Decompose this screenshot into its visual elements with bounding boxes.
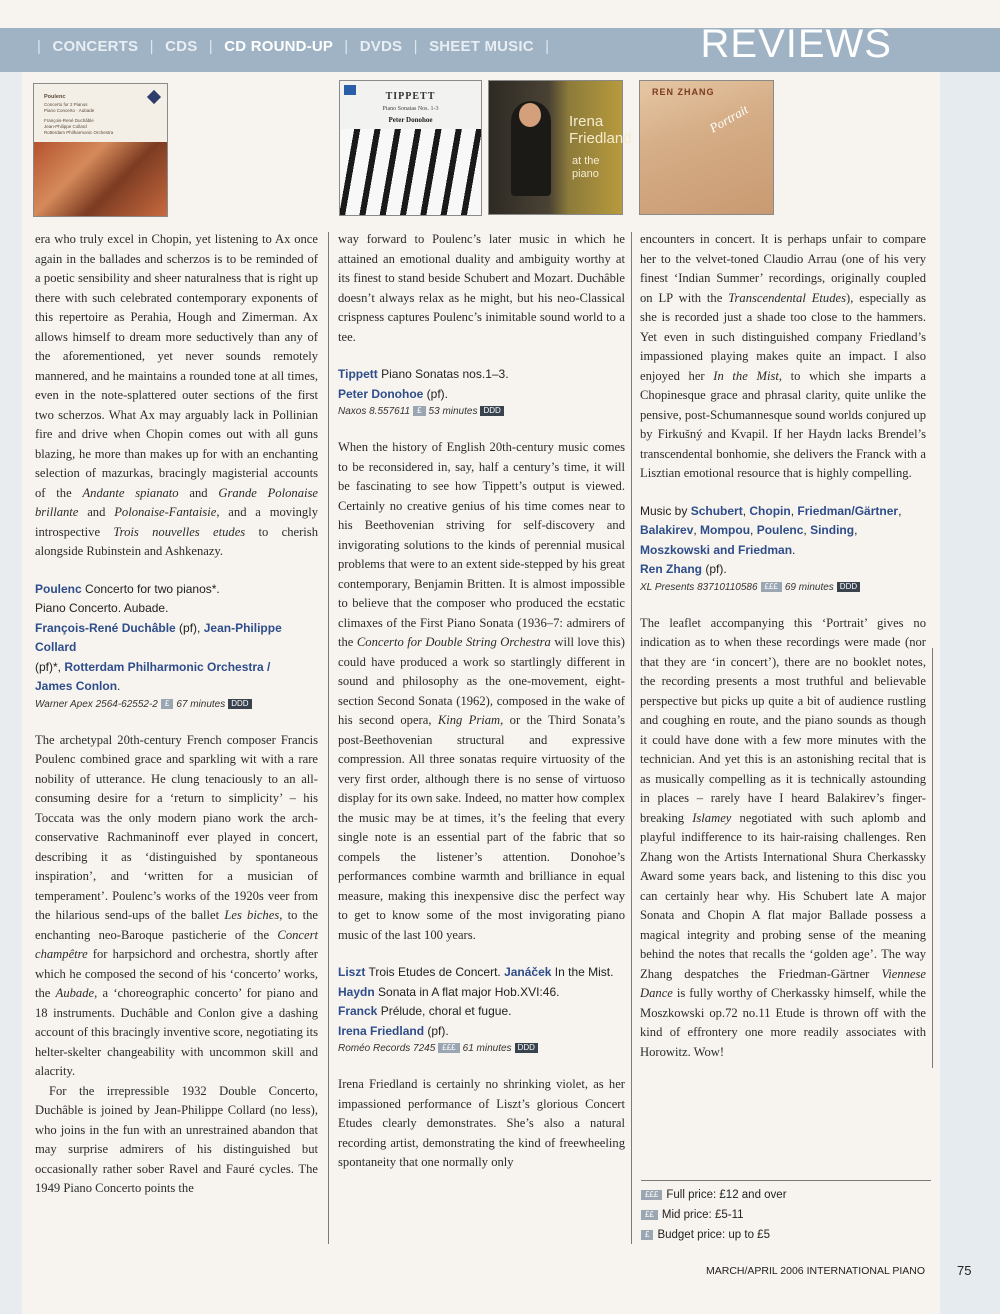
spacer <box>35 713 318 731</box>
price-badge: £ <box>161 699 173 709</box>
nav-separator: | <box>208 38 213 55</box>
spacer <box>640 596 926 614</box>
magazine-name: INTERNATIONAL PIANO <box>806 1265 926 1277</box>
nav-separator: | <box>545 38 550 55</box>
price-badge: £££ <box>438 1043 459 1053</box>
price-badge: £££ <box>641 1190 662 1200</box>
column-3 <box>640 230 926 1062</box>
review-paragraph: The archetypal 20th-century French composer Francis Poulenc combined grace and sparkling wit with a rare nobility of utterance. He clung tenaciously to an all-consuming desire for a ‘return to simplicity’ – his Toccata was the only modern piano work the arch-conservative Rachmaninoff ever played in concert, describing it as ‘distinguished by spontaneous inspiration’, and ‘written for a musician of temperament’. Poulenc’s works of the 1920s veer from the hilarious send-ups of the ballet Les biches, to the enchanting neo-Baroque pasticherie of the Concert champêtre for harpsichord and orchestra, shortly after which he composed the second of his ‘concerto’ works, the Aubade, a ‘choreographic concerto’ for piano and 18 instruments. Duchâble and Conlon give a dashing account of this bracingly inventive score, negotiating its helter-skelter changeability with uncommon skill and alacrity. <box>35 732 318 1078</box>
cover-text: François-René Duchâble <box>44 118 94 123</box>
page-footer <box>706 1265 925 1277</box>
cover-work: Piano Sonatas Nos. 1-3 <box>382 106 439 112</box>
cover-subtitle: Portrait <box>706 101 751 136</box>
ddd-badge: DDD <box>480 406 503 416</box>
album-cover-tippett <box>339 80 482 216</box>
label-line: Naxos 8.557611 £ 53 minutes DDD <box>338 404 625 420</box>
disc-spec-ren-zhang: Music by Schubert, Chopin, Friedman/Gärtner, Balakirev, Mompou, Poulenc, Sinding, Moszkowski and Friedman. Ren Zhang (pf). XL Presents 83710110586 £££ 69 minutes DDD <box>640 502 926 596</box>
column-divider <box>328 232 329 1244</box>
spacer <box>640 484 926 502</box>
cover-text: Concerto for 2 Pianos <box>44 102 88 107</box>
nav-item-cd-round-up[interactable]: CD ROUND-UP <box>224 38 333 55</box>
cover-text: Jean-Philippe Collard <box>44 124 87 129</box>
nav-item-dvds[interactable]: DVDS <box>359 38 403 55</box>
cover-artwork <box>34 142 167 216</box>
spacer <box>338 1057 625 1075</box>
label-line: Roméo Records 7245 £££ 61 minutes DDD <box>338 1041 625 1057</box>
review-paragraph: Irena Friedland is certainly no shrinking violet, as her impassioned performance of Liszt’s glorious Concert Etudes clearly demonstrates. She’s also a natural recording artist, demonstrating the kind of freewheeling spontaneity that one normally only <box>338 1077 625 1169</box>
ddd-badge: DDD <box>515 1043 538 1053</box>
spacer <box>338 420 625 438</box>
ddd-badge: DDD <box>837 582 860 592</box>
nav-item-concerts[interactable]: CONCERTS <box>52 38 139 55</box>
cover-performer: Peter Donohoe <box>388 116 433 124</box>
nav-item-cds[interactable]: CDS <box>165 38 198 55</box>
column-1 <box>35 230 318 1199</box>
composer-name: Poulenc <box>35 581 82 596</box>
cover-subtitle: at the piano <box>572 155 600 180</box>
section-nav <box>30 38 556 62</box>
album-cover-ren-zhang <box>639 80 774 215</box>
cover-composer: TIPPETT <box>385 91 436 102</box>
spacer <box>35 562 318 580</box>
label-line: XL Presents 83710110586 £££ 69 minutes DDD <box>640 580 926 596</box>
cover-text: Piano Concerto · Aubade <box>44 108 95 113</box>
price-badge: £££ <box>761 582 782 592</box>
nav-separator: | <box>149 38 154 55</box>
nav-separator: | <box>344 38 349 55</box>
review-paragraph: encounters in concert. It is perhaps unfair to compare her to the velvet-toned Claudio Arrau (one of his very finest ‘Indian Summer’ recordings, originally coupled on LP with the Transcendental Etudes), especially as she is recorded just a shade too close to the hammers. Yet even in such distinguished company Friedland’s impassioned playing makes quite an impact. I also enjoyed her In the Mist, to which she imparts a Chopinesque grace and phrasal clarity, quite unlike the pensive, post-Schumannesque sound worlds conjured up by Firkušný and Kvapil. If her Haydn lacks Brendel’s transcendental bonhomie, she delivers the Franck with a Lisztian emotional resource that is highly compelling. <box>640 232 927 480</box>
price-key-row: £ Budget price: up to £5 <box>641 1225 931 1245</box>
price-badge: £ <box>413 406 425 416</box>
cover-text: Rotterdam Philharmonic Orchestra <box>44 130 114 135</box>
cover-artist-name: Irena Friedland <box>569 113 632 147</box>
review-paragraph: way forward to Poulenc’s later music in which he attained an emotional duality and ambiguity worthy at its finest to stand beside Schubert and Mozart. Duchâble doesn’t always relax as he might, but his neo-Classical crispness captures Poulenc’s inimitable sound world to a tee. <box>338 232 625 344</box>
review-paragraph: The leaflet accompanying this ‘Portrait’ gives no indication as to when these recordings were made (nor that they are ‘in concert’), there are no booklet notes, the recording presents a most truthful and believable perspective but picks up quite a bit of audience rustling and coughing en route, and the piano sounds as though it could have done with a few more minutes with the technician. And yet this is an astonishing recital that is as musically compelling as it is technically astounding in places – rarely have I heard Balakirev’s finger-breaking Islamey negotiated with such aplomb and playful indifference to its hair-raising challenges. Ren Zhang won the Artists International Shura Cherkassky Award some years back, and listening to this disc you can certainly hear why. His Schubert late A major Sonata and Chopin A flat major Ballade possess a magical integrity and probing sense of the meaning behind the notes that recalls the ‘golden age’. The way Zhang despatches the Friedman-Gärtner Viennese Dance is fully worthy of Cherkassky himself, while the Moszkowski op.72 no.11 Etude is thrown off with the kind of effrontery one more readily associates with Horowitz. Wow! <box>640 615 926 1059</box>
issue-date: MARCH/APRIL 2006 <box>706 1265 804 1277</box>
nav-separator: | <box>413 38 418 55</box>
cover-text: Poulenc <box>44 94 66 100</box>
review-paragraph: When the history of English 20th-century music comes to be reconsidered in, say, half a century’s time, it will be fascinating to see how Tippett’s output is viewed. Certainly no creative genius of his time comes near to his Beethovenian striving for self-discovery and invigorating solutions to the kinds of perennial musical problems that were to an extent side-stepped by his great contemporary, Benjamin Britten. It is almost impossible to believe that the composer who produced the ecstatic climaxes of the First Piano Sonata (1936–7: admirers of the Concerto for Double String Orchestra will love this) could have produced a work so startlingly different in sound and philosophy as the one-movement, eight-section Second Sonata (1962), composed in the wake of his second opera, King Priam, or the Third Sonata’s post-Beethovenian structural and expressive compression. All three sonatas require virtuosity of the very first order, although there is no sense of virtuoso display for its own sake. Indeed, no matter how complex the music may be at times, it’s the feeling that every single note is an essential part of the fabric that so compels the listener’s attention. Donohoe’s performances combine warmth and brilliance in equal measure, making this inexpensive disc the perfect way to get to know some of the most invigorating piano music of the last 100 years. <box>338 440 625 942</box>
left-margin-tint <box>0 72 22 1314</box>
column-2 <box>338 230 625 1173</box>
ddd-badge: DDD <box>228 699 251 709</box>
cover-artist-name: REN ZHANG <box>652 87 715 97</box>
disc-spec-friedland: Liszt Trois Etudes de Concert. Janáček In the Mist. Haydn Sonata in A flat major Hob.XVI:46. Franck Prélude, choral et fugue. Irena Friedland (pf). Roméo Records 7245 £££ 61 minutes DDD <box>338 963 625 1057</box>
nav-item-sheet-music[interactable]: SHEET MUSIC <box>429 38 534 55</box>
disc-spec-poulenc: Poulenc Concerto for two pianos*. Piano Concerto. Aubade. François-René Duchâble (pf), Jean-Philippe Collard (pf)*, Rotterdam Philharmonic Orchestra / James Conlon. Warner Apex 2564-62552-2 £ 67 minutes DDD <box>35 580 318 713</box>
album-cover-friedland <box>488 80 632 215</box>
piano-keys-artwork <box>340 129 481 215</box>
label-line: Warner Apex 2564-62552-2 £ 67 minutes DDD <box>35 697 318 713</box>
column-divider <box>631 232 632 1244</box>
review-paragraph: For the irrepressible 1932 Double Concerto, Duchâble is joined by Jean-Philippe Collard (no less), who joins in the fun with an unrestrained abandon that may surprise admirers of his distinguished but occasionally rather sober Ravel and Fauré cycles. The 1949 Piano Concerto points the <box>35 1083 318 1195</box>
column-divider <box>932 648 933 1068</box>
disc-spec-tippett: Tippett Piano Sonatas nos.1–3. Peter Donohoe (pf). Naxos 8.557611 £ 53 minutes DDD <box>338 365 625 420</box>
price-badge: ££ <box>641 1210 658 1220</box>
price-key-row: ££ Mid price: £5-11 <box>641 1205 931 1225</box>
nav-separator: | <box>37 38 42 55</box>
pianist-face <box>519 103 541 127</box>
page-number: 75 <box>957 1263 972 1278</box>
price-key-row: £££ Full price: £12 and over <box>641 1185 931 1205</box>
review-paragraph: era who truly excel in Chopin, yet listening to Ax once again in the ballades and scherzos is to be reminded of a poetic sensibility and sheer naturalness that is right up there with such celebrated contemporary exponents of this repertoire as Perahia, Hough and Zimerman. Ax allows himself to dream more seductively than any of the aforementioned, yet never sounds remotely mannered, and he maintains a rounded tone at all times, even in the note-splattered outer sections of the first two scherzos. What Ax may arguably lack in Pollinian fire and drive when Chopin comes out with all guns blazing, he more than makes up for with an enchanting selection of mazurkas, bracingly magisterial accounts of the Andante spianato and Grande Polonaise brillante and Polonaise-Fantaisie, and a movingly introspective Trois nouvelles etudes to cherish alongside Rubinstein and Ashkenazy. <box>35 232 318 558</box>
right-margin-tint <box>940 72 1000 1314</box>
section-title: REVIEWS <box>700 22 892 66</box>
price-key <box>641 1180 931 1245</box>
album-cover-poulenc <box>33 83 168 217</box>
spacer <box>338 945 625 963</box>
spacer <box>338 347 625 365</box>
price-badge: £ <box>641 1230 653 1240</box>
